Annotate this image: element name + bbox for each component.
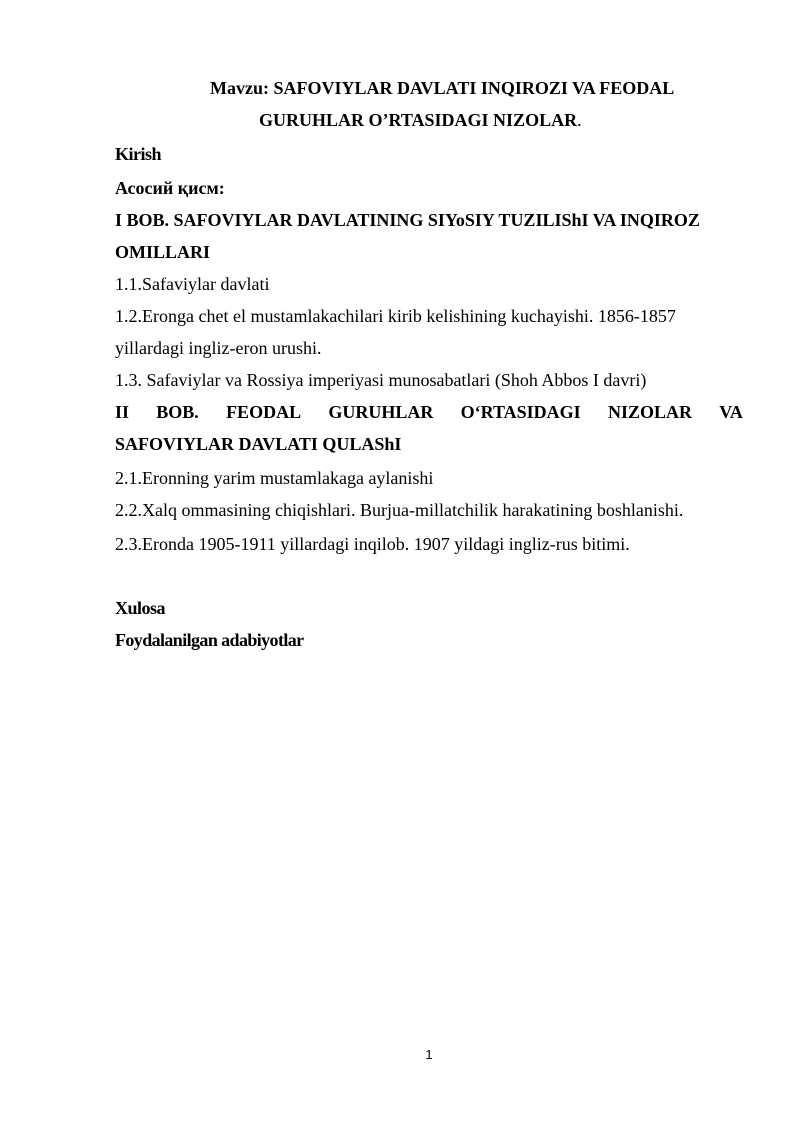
chapter-1-title-line-1: I BOB. SAFOVIYLAR DAVLATINING SIYoSIY TUZILIShI VA INQIROZ	[115, 210, 700, 230]
chapter-2-title-line-1	[115, 400, 743, 424]
chapter-2-word: FEODAL	[226, 402, 302, 422]
chapter-1-title-line-2: OMILLARI	[115, 242, 211, 262]
title-period: .	[577, 110, 582, 130]
title-line-2-text: GURUHLAR O’RTASIDAGI NIZOLAR	[259, 110, 578, 130]
heading-asosiy-qism: Асосий қисм:	[115, 178, 225, 198]
chapter-2-word: VA	[719, 402, 743, 422]
title-line-1: Mavzu: SAFOVIYLAR DAVLATI INQIROZI VA FEODAL	[210, 78, 675, 98]
title-line-2	[259, 108, 582, 132]
heading-kirish: Kirish	[115, 144, 162, 164]
section-1-2-line-2: yillardagi ingliz-eron urushi.	[115, 338, 322, 358]
heading-adabiyotlar: Foydalanilgan adabiyotlar	[115, 630, 304, 650]
chapter-2-word: O‘RTASIDAGI	[460, 402, 581, 422]
section-1-1: 1.1.Safaviylar davlati	[115, 274, 270, 294]
chapter-2-word: GURUHLAR	[328, 402, 434, 422]
chapter-2-word: NIZOLAR	[607, 402, 692, 422]
section-1-3: 1.3. Safaviylar va Rossiya imperiyasi munosabatlari (Shoh Abbos I davri)	[115, 370, 647, 390]
chapter-2-word: BOB.	[156, 402, 199, 422]
chapter-2-title-line-2: SAFOVIYLAR DAVLATI QULAShI	[115, 434, 402, 454]
section-2-3: 2.3.Eronda 1905-1911 yillardagi inqilob. 1907 yildagi ingliz-rus bitimi.	[115, 534, 630, 554]
chapter-2-word: II	[115, 402, 130, 422]
section-1-2-line-1: 1.2.Eronga chet el mustamlakachilari kirib kelishining kuchayishi. 1856-1857	[115, 306, 676, 326]
heading-xulosa: Xulosa	[115, 598, 166, 618]
section-2-2: 2.2.Xalq ommasining chiqishlari. Burjua-millatchilik harakatining boshlanishi.	[115, 500, 684, 520]
section-2-1: 2.1.Eronning yarim mustamlakaga aylanishi	[115, 468, 434, 488]
page-number: 1	[425, 1047, 433, 1062]
